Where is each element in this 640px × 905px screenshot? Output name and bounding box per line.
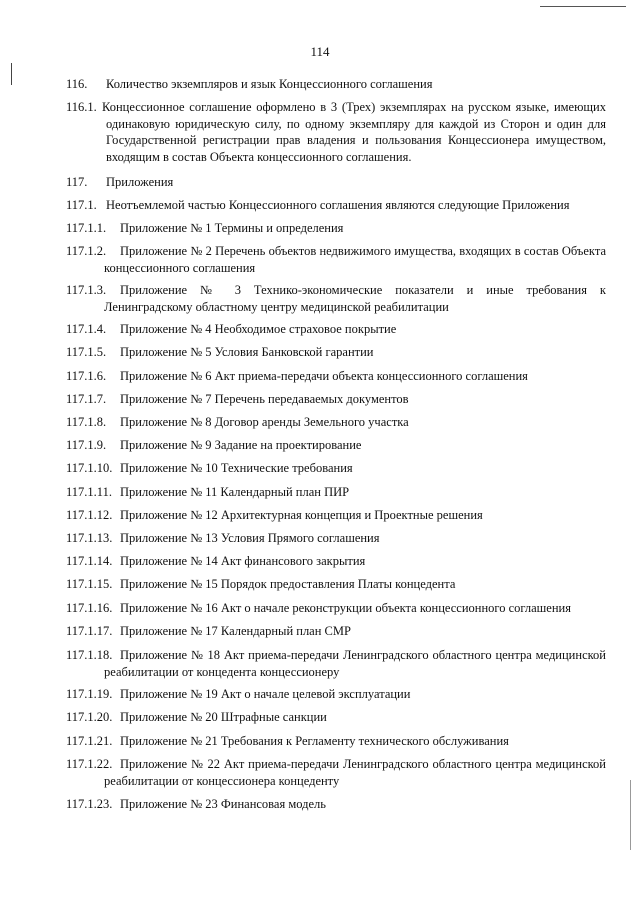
appendix-item bbox=[66, 460, 606, 477]
appendix-number: 117.1.22. bbox=[66, 757, 113, 771]
appendix-title: Приложение № 4 Необходимое страховое покрытие bbox=[120, 322, 397, 336]
appendix-item bbox=[66, 282, 606, 315]
appendix-item bbox=[66, 733, 606, 750]
appendix-item bbox=[66, 391, 606, 408]
appendix-title: Приложение № 10 Технические требования bbox=[120, 461, 353, 475]
appendix-number: 117.1.21. bbox=[66, 734, 113, 748]
appendix-title: Приложение № 20 Штрафные санкции bbox=[120, 710, 327, 724]
paragraph-number: 116.1. bbox=[66, 100, 97, 114]
appendix-title: Приложение № 8 Договор аренды Земельного участка bbox=[120, 415, 409, 429]
appendix-item bbox=[66, 600, 606, 617]
appendix-title: Приложение № 14 Акт финансового закрытия bbox=[120, 554, 366, 568]
appendix-item bbox=[66, 686, 606, 703]
appendix-item bbox=[66, 220, 606, 237]
appendix-item bbox=[66, 576, 606, 593]
appendix-title: Приложение № 17 Календарный план СМР bbox=[120, 624, 351, 638]
appendix-number: 117.1.12. bbox=[66, 508, 113, 522]
section-heading bbox=[66, 76, 606, 93]
page-number: 114 bbox=[310, 44, 330, 59]
paragraph bbox=[66, 197, 606, 214]
appendix-title: Приложение № 23 Финансовая модель bbox=[120, 797, 326, 811]
appendix-number: 117.1.4. bbox=[66, 322, 107, 336]
appendix-number: 117.1.7. bbox=[66, 392, 107, 406]
appendix-number: 117.1.15. bbox=[66, 577, 113, 591]
appendix-title: Приложение № 5 Условия Банковской гарантии bbox=[120, 345, 374, 359]
section-title: Количество экземпляров и язык Концессионного соглашения bbox=[106, 77, 433, 91]
appendix-title: Приложение № 19 Акт о начале целевой эксплуатации bbox=[120, 687, 411, 701]
appendix-number: 117.1.9. bbox=[66, 438, 107, 452]
paragraph-text: Неотъемлемой частью Концессионного соглашения являются следующие Приложения bbox=[106, 198, 570, 212]
appendix-item bbox=[66, 344, 606, 361]
appendix-title: Приложение № 16 Акт о начале реконструкции объекта концессионного соглашения bbox=[120, 601, 571, 615]
section-number: 116. bbox=[66, 77, 88, 91]
appendix-item bbox=[66, 437, 606, 454]
appendix-title: Приложение № 12 Архитектурная концепция и Проектные решения bbox=[120, 508, 483, 522]
paragraph-text: Концессионное соглашение оформлено в 3 (Трех) экземплярах на русском языке, имеющих одинаковую юридическую силу, по одному экземпляру для каждой из Сторон и один для Государственной регистрации прав владения и пользования Концессионера имуществом, входящим в состав Объекта концессионного соглашения. bbox=[102, 100, 606, 164]
appendix-number: 117.1.2. bbox=[66, 244, 107, 258]
appendix-number: 117.1.13. bbox=[66, 531, 113, 545]
appendix-item bbox=[66, 647, 606, 680]
appendix-item bbox=[66, 530, 606, 547]
appendix-number: 117.1.6. bbox=[66, 369, 107, 383]
appendix-number: 117.1.23. bbox=[66, 797, 113, 811]
appendix-item bbox=[66, 796, 606, 813]
appendix-item bbox=[66, 484, 606, 501]
appendix-number: 117.1.16. bbox=[66, 601, 113, 615]
appendix-number: 117.1.10. bbox=[66, 461, 113, 475]
scan-artifact-line bbox=[540, 6, 626, 7]
appendix-number: 117.1.3. bbox=[66, 283, 107, 297]
appendix-number: 117.1.5. bbox=[66, 345, 107, 359]
appendix-title: Приложение № 21 Требования к Регламенту технического обслуживания bbox=[120, 734, 509, 748]
appendix-item bbox=[66, 553, 606, 570]
appendix-number: 117.1.20. bbox=[66, 710, 113, 724]
appendix-title: Приложение № 9 Задание на проектирование bbox=[120, 438, 362, 452]
appendix-item bbox=[66, 414, 606, 431]
appendix-title: Приложение № 18 Акт приема-передачи Ленинградского областного центра медицинской реабилитации от концедента концессионеру bbox=[104, 648, 606, 679]
appendix-number: 117.1.14. bbox=[66, 554, 113, 568]
appendix-item bbox=[66, 321, 606, 338]
appendix-title: Приложение № 2 Перечень объектов недвижимого имущества, входящих в состав Объекта концессионного соглашения bbox=[104, 244, 606, 275]
appendix-number: 117.1.8. bbox=[66, 415, 107, 429]
appendix-item bbox=[66, 507, 606, 524]
appendix-item bbox=[66, 709, 606, 726]
appendix-title: Приложение № 13 Условия Прямого соглашения bbox=[120, 531, 380, 545]
appendix-item bbox=[66, 243, 606, 276]
scan-artifact-edge bbox=[630, 780, 631, 850]
appendix-number: 117.1.19. bbox=[66, 687, 113, 701]
appendix-title: Приложение № 15 Порядок предоставления Платы концедента bbox=[120, 577, 456, 591]
section-heading bbox=[66, 174, 606, 191]
appendix-number: 117.1.1. bbox=[66, 221, 107, 235]
appendix-title: Приложение № 11 Календарный план ПИР bbox=[120, 485, 350, 499]
section-number: 117. bbox=[66, 175, 88, 189]
appendix-title: Приложение № 22 Акт приема-передачи Ленинградского областного центра медицинской реабилитации от концессионера концеденту bbox=[104, 757, 606, 788]
appendix-title: Приложение № 1 Термины и определения bbox=[120, 221, 344, 235]
appendix-title: Приложение № 3 Технико-экономические показатели и иные требования к Ленинградскому областному центру медицинской реабилитации bbox=[104, 283, 606, 314]
section-title: Приложения bbox=[106, 175, 174, 189]
appendix-item bbox=[66, 756, 606, 789]
paragraph-number: 117.1. bbox=[66, 198, 97, 212]
scan-artifact-mark bbox=[11, 63, 12, 85]
appendix-item bbox=[66, 623, 606, 640]
paragraph bbox=[66, 99, 606, 165]
appendix-number: 117.1.18. bbox=[66, 648, 113, 662]
appendix-item bbox=[66, 368, 606, 385]
appendix-number: 117.1.11. bbox=[66, 485, 112, 499]
appendix-title: Приложение № 6 Акт приема-передачи объекта концессионного соглашения bbox=[120, 369, 528, 383]
appendix-number: 117.1.17. bbox=[66, 624, 113, 638]
appendix-title: Приложение № 7 Перечень передаваемых документов bbox=[120, 392, 409, 406]
